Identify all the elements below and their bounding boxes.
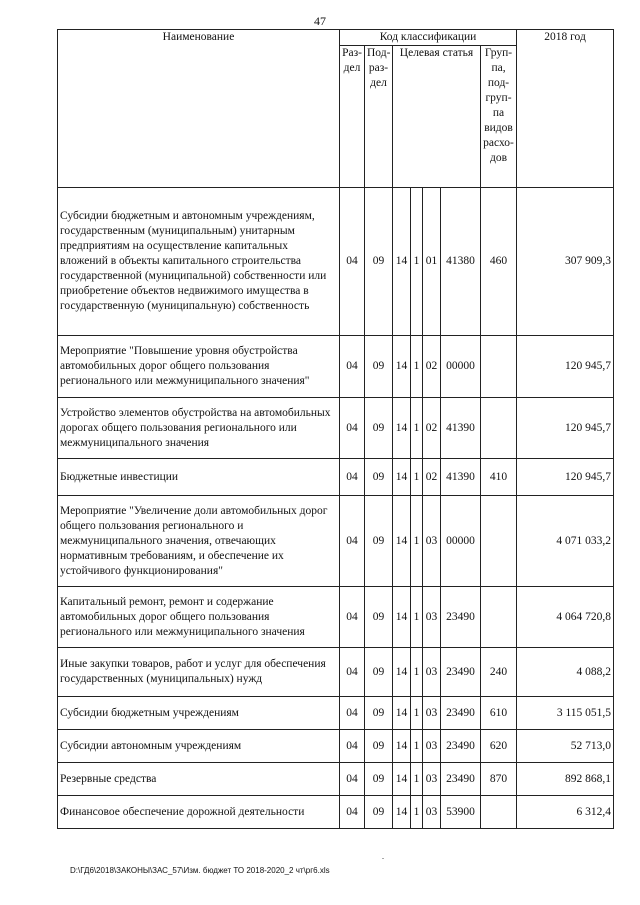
row-target-program: 14	[393, 336, 411, 398]
budget-table	[57, 29, 614, 829]
row-podrazdel: 09	[365, 648, 393, 697]
table-row	[58, 763, 614, 796]
header-year: 2018 год	[517, 30, 614, 188]
row-target-subprogram: 1	[411, 730, 423, 763]
header-code: Код классификации	[340, 30, 517, 46]
row-target-program: 14	[393, 730, 411, 763]
row-target-program: 14	[393, 459, 411, 496]
table-row	[58, 336, 614, 398]
row-group	[481, 336, 517, 398]
row-target-event: 03	[423, 648, 441, 697]
row-target-event: 03	[423, 763, 441, 796]
row-target-event: 03	[423, 796, 441, 829]
row-target-subprogram: 1	[411, 398, 423, 459]
row-target-direction: 00000	[441, 336, 481, 398]
row-target-program: 14	[393, 587, 411, 648]
row-group	[481, 587, 517, 648]
row-target-direction: 23490	[441, 697, 481, 730]
table-row	[58, 697, 614, 730]
row-target-subprogram: 1	[411, 796, 423, 829]
row-name: Субсидии бюджетным учреждениям	[58, 697, 340, 730]
row-group: 870	[481, 763, 517, 796]
table-row	[58, 398, 614, 459]
row-group: 620	[481, 730, 517, 763]
row-name: Резервные средства	[58, 763, 340, 796]
row-razdel: 04	[340, 697, 365, 730]
table-body	[58, 188, 614, 829]
row-target-event: 03	[423, 496, 441, 587]
table-row	[58, 730, 614, 763]
row-target-event: 02	[423, 459, 441, 496]
row-podrazdel: 09	[365, 188, 393, 336]
row-name: Устройство элементов обустройства на автомобильных дорогах общего пользования регионального или межмуниципального значения	[58, 398, 340, 459]
row-target-event: 03	[423, 697, 441, 730]
row-target-program: 14	[393, 697, 411, 730]
row-target-direction: 23490	[441, 648, 481, 697]
row-razdel: 04	[340, 796, 365, 829]
row-podrazdel: 09	[365, 496, 393, 587]
row-amount: 4 088,2	[517, 648, 614, 697]
row-podrazdel: 09	[365, 336, 393, 398]
row-target-direction: 23490	[441, 730, 481, 763]
row-target-direction: 00000	[441, 496, 481, 587]
page-number: 47	[314, 14, 326, 28]
row-target-event: 03	[423, 730, 441, 763]
row-target-program: 14	[393, 496, 411, 587]
row-amount: 4 071 033,2	[517, 496, 614, 587]
row-amount: 52 713,0	[517, 730, 614, 763]
row-target-direction: 23490	[441, 587, 481, 648]
row-podrazdel: 09	[365, 796, 393, 829]
row-target-direction: 41390	[441, 398, 481, 459]
row-podrazdel: 09	[365, 730, 393, 763]
footer-path: D:\ГД6\2018\ЗАКОНЫ\ЗАС_57\Изм. бюджет ТО 2018-2020_2 чт\рг6.xls	[70, 866, 330, 875]
row-razdel: 04	[340, 730, 365, 763]
row-group: 240	[481, 648, 517, 697]
row-target-event: 02	[423, 336, 441, 398]
row-podrazdel: 09	[365, 398, 393, 459]
row-target-subprogram: 1	[411, 459, 423, 496]
row-target-subprogram: 1	[411, 763, 423, 796]
row-amount: 120 945,7	[517, 336, 614, 398]
header-group: Груп-па, под-груп-па видов расхо-дов	[481, 46, 517, 188]
row-amount: 120 945,7	[517, 459, 614, 496]
header-razdel: Раз-дел	[340, 46, 365, 188]
row-name: Финансовое обеспечение дорожной деятельности	[58, 796, 340, 829]
header-target: Целевая статья	[393, 46, 481, 188]
row-target-program: 14	[393, 796, 411, 829]
row-amount: 6 312,4	[517, 796, 614, 829]
row-name: Бюджетные инвестиции	[58, 459, 340, 496]
row-amount: 3 115 051,5	[517, 697, 614, 730]
row-target-direction: 41380	[441, 188, 481, 336]
row-name: Капитальный ремонт, ремонт и содержание автомобильных дорог общего пользования регионального или межмуниципального значения	[58, 587, 340, 648]
row-target-program: 14	[393, 763, 411, 796]
row-target-direction: 41390	[441, 459, 481, 496]
row-name: Субсидии автономным учреждениям	[58, 730, 340, 763]
row-target-event: 03	[423, 587, 441, 648]
table-row	[58, 188, 614, 336]
row-name: Мероприятие "Повышение уровня обустройства автомобильных дорог общего пользования регионального или межмуниципального значения"	[58, 336, 340, 398]
row-target-subprogram: 1	[411, 587, 423, 648]
row-target-subprogram: 1	[411, 648, 423, 697]
row-podrazdel: 09	[365, 587, 393, 648]
row-target-program: 14	[393, 398, 411, 459]
row-group	[481, 796, 517, 829]
row-target-subprogram: 1	[411, 188, 423, 336]
row-razdel: 04	[340, 648, 365, 697]
row-group	[481, 398, 517, 459]
row-group	[481, 496, 517, 587]
row-group: 460	[481, 188, 517, 336]
row-name: Мероприятие "Увеличение доли автомобильных дорог общего пользования регионального и межмуниципального значения, отвечающих нормативным требованиям, и обеспечение их устойчивого функционирования"	[58, 496, 340, 587]
table-row	[58, 648, 614, 697]
row-amount: 4 064 720,8	[517, 587, 614, 648]
row-amount: 120 945,7	[517, 398, 614, 459]
table-row	[58, 459, 614, 496]
row-name: Иные закупки товаров, работ и услуг для обеспечения государственных (муниципальных) нужд	[58, 648, 340, 697]
table-row	[58, 796, 614, 829]
row-amount: 307 909,3	[517, 188, 614, 336]
row-amount: 892 868,1	[517, 763, 614, 796]
row-razdel: 04	[340, 496, 365, 587]
row-podrazdel: 09	[365, 459, 393, 496]
row-name: Субсидии бюджетным и автономным учреждениям, государственным (муниципальным) унитарным предприятиям на осуществление капитальных вложений в объекты капитального строительства государственной (муниципальной) собственности или приобретение объектов недвижимого имущества в государственную (муниципальную) собственность	[58, 188, 340, 336]
header-name: Наименование	[58, 30, 340, 188]
header-podrazdel: Под-раз-дел	[365, 46, 393, 188]
row-target-subprogram: 1	[411, 697, 423, 730]
row-group: 410	[481, 459, 517, 496]
row-razdel: 04	[340, 459, 365, 496]
row-razdel: 04	[340, 188, 365, 336]
row-razdel: 04	[340, 587, 365, 648]
row-target-subprogram: 1	[411, 336, 423, 398]
row-group: 610	[481, 697, 517, 730]
table-row	[58, 496, 614, 587]
row-target-program: 14	[393, 188, 411, 336]
row-podrazdel: 09	[365, 763, 393, 796]
table-row	[58, 587, 614, 648]
row-target-subprogram: 1	[411, 496, 423, 587]
row-target-direction: 53900	[441, 796, 481, 829]
row-target-program: 14	[393, 648, 411, 697]
row-razdel: 04	[340, 336, 365, 398]
footer-mark: .	[382, 852, 384, 861]
row-target-event: 01	[423, 188, 441, 336]
row-razdel: 04	[340, 398, 365, 459]
row-podrazdel: 09	[365, 697, 393, 730]
row-target-direction: 23490	[441, 763, 481, 796]
row-target-event: 02	[423, 398, 441, 459]
row-razdel: 04	[340, 763, 365, 796]
